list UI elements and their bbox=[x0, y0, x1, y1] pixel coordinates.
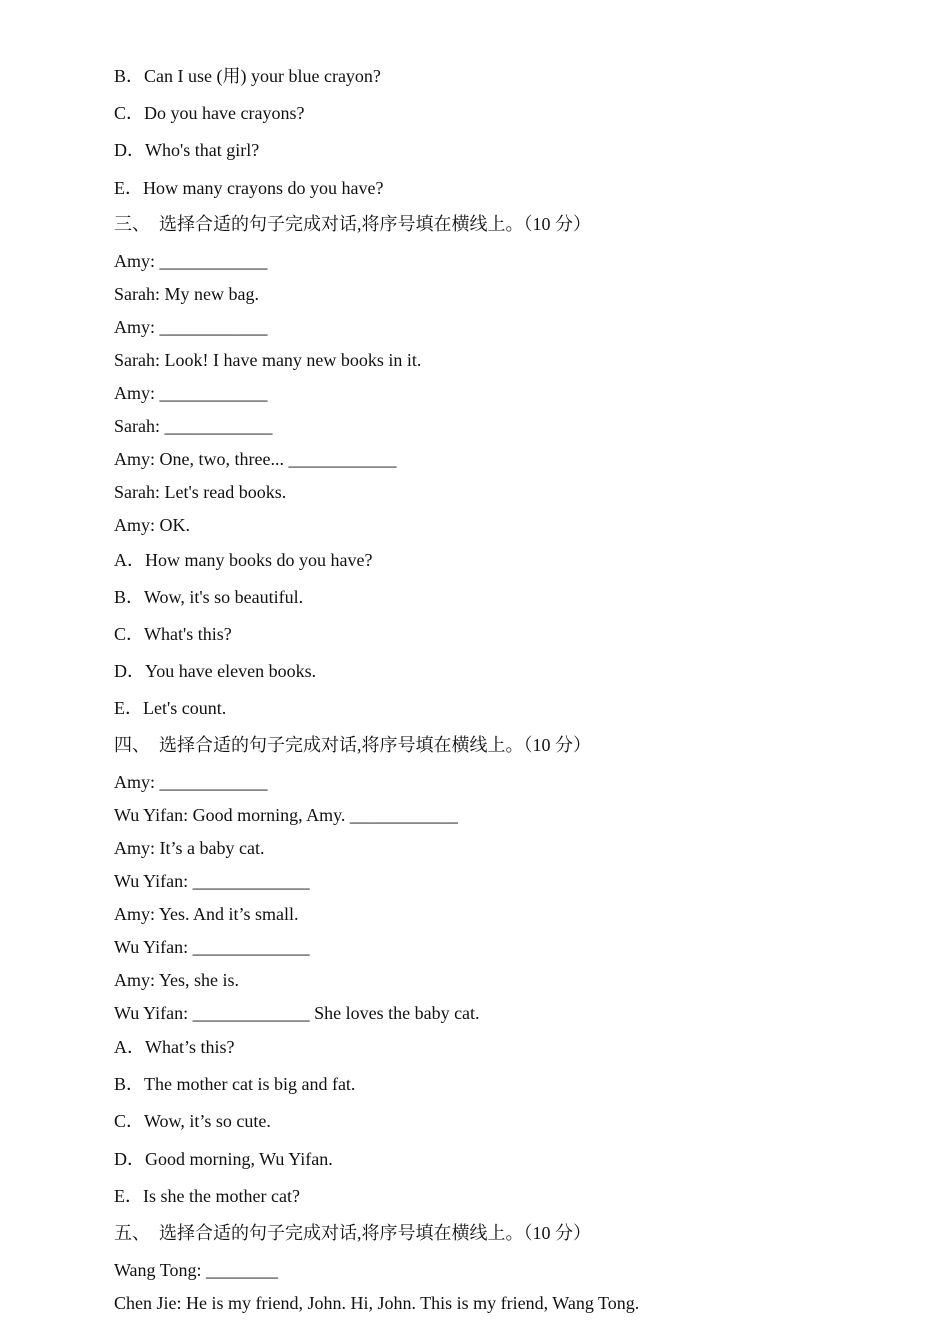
dialogue-line: Chen Jie: He is my friend, John. Hi, John. This is my friend, Wang Tong. bbox=[114, 1293, 640, 1313]
dialogue-line: Sarah: Let's read books. bbox=[114, 482, 287, 502]
dialogue-line: Amy: It’s a baby cat. bbox=[114, 838, 265, 858]
option-a: A．How many books do you have? bbox=[114, 550, 373, 570]
dialogue-line: Sarah: Look! I have many new books in it. bbox=[114, 350, 422, 370]
option-a: A．What’s this? bbox=[114, 1037, 235, 1057]
dialogue-line: Wu Yifan: Good morning, Amy. ____________ bbox=[114, 805, 458, 825]
dialogue-line: Amy: ____________ bbox=[114, 383, 268, 403]
dialogue-line: Amy: ____________ bbox=[114, 251, 268, 271]
dialogue-line: Amy: ____________ bbox=[114, 317, 268, 337]
dialogue-line: Sarah: ____________ bbox=[114, 416, 273, 436]
dialogue-line: Amy: Yes, she is. bbox=[114, 970, 240, 990]
dialogue-line: Wu Yifan: _____________ bbox=[114, 871, 310, 891]
section-4-heading: 四、 选择合适的句子完成对话,将序号填在横线上。（10 分） bbox=[114, 735, 591, 755]
option-c: C．What's this? bbox=[114, 624, 232, 644]
dialogue-line: Amy: One, two, three... ____________ bbox=[114, 449, 397, 469]
option-c: C．Wow, it’s so cute. bbox=[114, 1111, 271, 1131]
option-d: D．Who's that girl? bbox=[114, 140, 260, 160]
dialogue-line: Wu Yifan: _____________ She loves the baby cat. bbox=[114, 1003, 480, 1023]
option-c: C．Do you have crayons? bbox=[114, 103, 305, 123]
dialogue-line: Wang Tong: ________ bbox=[114, 1260, 278, 1280]
dialogue-line: Amy: Yes. And it’s small. bbox=[114, 904, 299, 924]
section-5-heading: 五、 选择合适的句子完成对话,将序号填在横线上。（10 分） bbox=[114, 1223, 591, 1243]
option-e: E．How many crayons do you have? bbox=[114, 178, 384, 198]
dialogue-line: Sarah: My new bag. bbox=[114, 284, 259, 304]
option-b: B．The mother cat is big and fat. bbox=[114, 1074, 356, 1094]
dialogue-line: Amy: OK. bbox=[114, 515, 190, 535]
option-b: B．Can I use (用) your blue crayon? bbox=[114, 66, 381, 86]
section-3-heading: 三、 选择合适的句子完成对话,将序号填在横线上。（10 分） bbox=[114, 214, 591, 234]
option-d: D．Good morning, Wu Yifan. bbox=[114, 1149, 333, 1169]
option-d: D．You have eleven books. bbox=[114, 661, 317, 681]
option-e: E．Is she the mother cat? bbox=[114, 1186, 300, 1206]
option-e: E．Let's count. bbox=[114, 698, 227, 718]
dialogue-line: Amy: ____________ bbox=[114, 772, 268, 792]
dialogue-line: Wu Yifan: _____________ bbox=[114, 937, 310, 957]
option-b: B．Wow, it's so beautiful. bbox=[114, 587, 304, 607]
